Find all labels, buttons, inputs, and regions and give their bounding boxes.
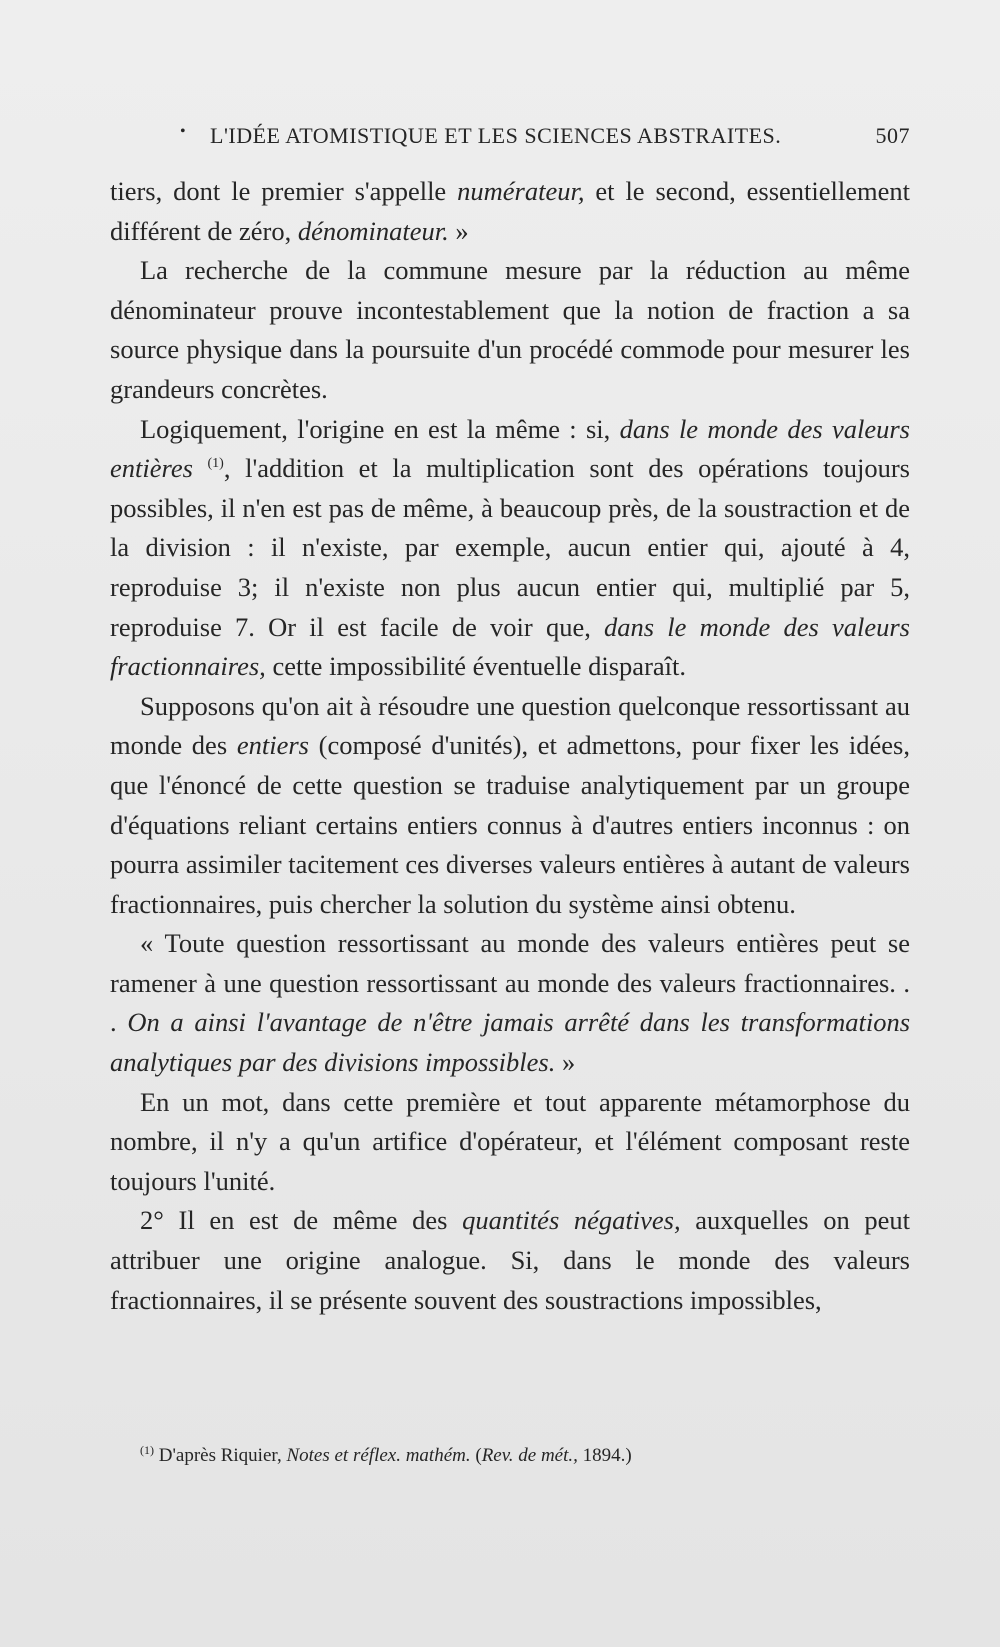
paragraph-6	[110, 1083, 910, 1202]
text-run: En un mot, dans cette première et tout apparente métamorphose du nombre, il n'y a qu'un artifice d'opérateur, et l'élément composant reste toujours l'unité.	[110, 1086, 910, 1196]
footnote	[140, 1443, 910, 1469]
text-run: D'après Riquier,	[154, 1445, 287, 1466]
text-run	[193, 453, 208, 483]
text-run: tiers, dont le premier s'appelle	[110, 176, 458, 206]
paragraph-4	[110, 687, 910, 925]
italic-citation-title: Notes et réflex. mathém.	[286, 1445, 471, 1466]
text-run: , l'addition et la multiplication sont des opérations toujours possibles, il n'en est pas de même, à beaucoup près, de la soustraction et de la division : il n'existe, par exemple, aucun entier qui, ajouté à 4, reproduise 3; il n'existe non plus aucun entier qui, multiplié par 5, reproduise 7. Or il est facile de voir que,	[110, 453, 910, 642]
text-run: « Toute question ressortissant au monde des valeurs entières peut se ramener à une question ressortissant au monde des valeurs fractionnaires. . .	[110, 928, 910, 1038]
text-run: »	[448, 215, 469, 246]
text-run: Logiquement, l'origine en est la même : si,	[140, 413, 620, 444]
text-run: 2° Il en est de même des	[140, 1205, 463, 1236]
paragraph-2	[110, 251, 910, 409]
main-text	[110, 172, 910, 1320]
italic-phrase: dans le monde des valeurs fractionnaires,	[110, 611, 910, 682]
italic-phrase: On a ainsi l'avantage de n'être jamais arrêté dans les transformations analytiques par des divisions impossibles.	[110, 1007, 911, 1078]
running-header	[110, 123, 910, 153]
paragraph-1	[110, 172, 910, 251]
footnote-marker: (1)	[140, 1443, 154, 1457]
text-run: (	[470, 1445, 482, 1466]
italic-citation-journal: Rev. de mét.,	[481, 1445, 578, 1466]
text-run: (composé d'unités), et admettons, pour fixer les idées, que l'énoncé de cette question se traduise analytiquement par un groupe d'équations reliant certains entiers connus à d'autres entiers inconnus : on pourra assimiler tacitement ces diverses valeurs entières à autant de valeurs fractionnaires, puis chercher la solution du système ainsi obtenu.	[110, 730, 910, 919]
page-number: 507	[875, 123, 910, 148]
italic-term-denominateur: dénominateur.	[297, 215, 449, 246]
text-run: cette impossibilité éventuelle disparaît.	[265, 651, 687, 682]
paragraph-7	[110, 1201, 910, 1320]
text-run: La recherche de la commune mesure par la réduction au même dénominateur prouve incontestablement que la notion de fraction a sa source physique dans la poursuite d'un procédé commode pour mesurer les grandeurs concrètes.	[110, 255, 910, 404]
italic-phrase: dans le monde des valeurs entières	[110, 413, 910, 484]
footnote-reference: (1)	[207, 456, 224, 472]
italic-term-quantites-negatives: quantités négatives,	[462, 1205, 681, 1236]
paragraph-5-quotation	[110, 924, 910, 1082]
text-run: auxquelles on peut attribuer une origine analogue. Si, dans le monde des valeurs fractionnaires, il se présente souvent des soustractions impossibles,	[110, 1205, 910, 1315]
text-run: et le second, essentiellement différent de zéro,	[110, 176, 910, 246]
header-mark: •	[180, 123, 187, 140]
running-title: L'IDÉE ATOMISTIQUE ET LES SCIENCES ABSTRAITES.	[210, 123, 782, 148]
italic-term-entiers: entiers	[236, 730, 309, 761]
paragraph-3	[110, 410, 910, 687]
text-run: Supposons qu'on ait à résoudre une question quelconque ressortissant au monde des	[110, 690, 910, 761]
italic-term-numerateur: numérateur,	[457, 176, 585, 206]
text-run: »	[555, 1047, 576, 1078]
text-run: 1894.)	[577, 1445, 632, 1466]
